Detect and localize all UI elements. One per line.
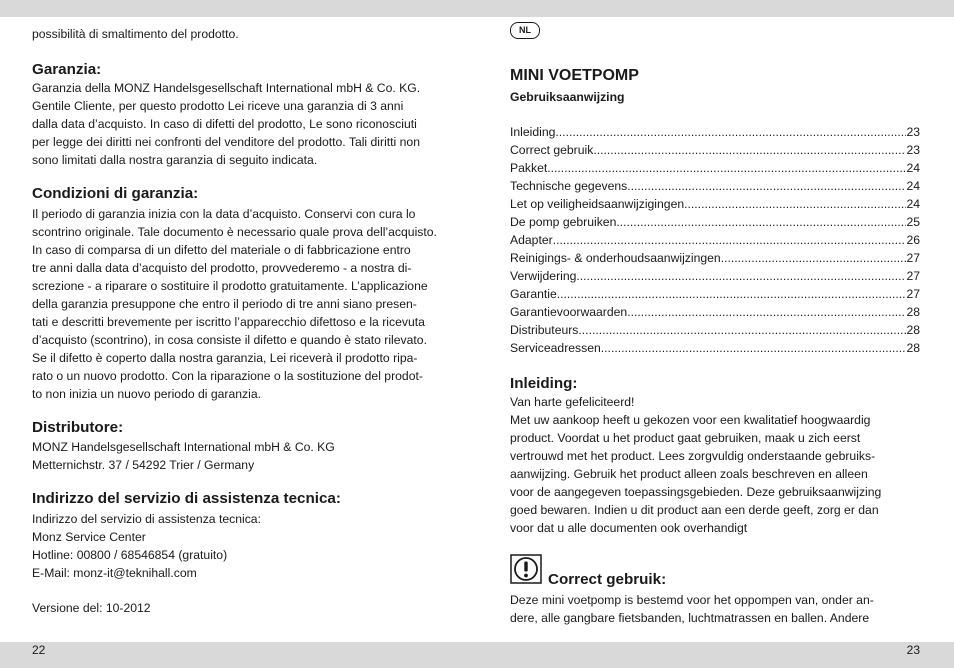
toc-leader (578, 321, 906, 339)
text-line: per legge dei diritti nei confronti del venditore del prodotto. Tali diritti non (32, 135, 420, 149)
toc-leader (616, 213, 906, 231)
text-line: In caso di comparsa di un difetto del materiale o di fabbricazione entro (32, 243, 411, 257)
toc-leader (593, 141, 906, 159)
text-line: Gentile Cliente, per questo prodotto Lei riceve una garanzia di 3 anni (32, 99, 404, 113)
text-line: Indirizzo del servizio di assistenza tecnica: (32, 512, 261, 526)
bottom-band (0, 642, 954, 668)
toc-page: 25 (906, 215, 920, 229)
text-line: aanwijzing. Gebruik het product alleen zoals beschreven en alleen (510, 467, 868, 481)
toc-label: Technische gegevens (510, 179, 628, 193)
text-line: scontrino originale. Tale documento è necessario quale prova dell’acquisto. (32, 225, 437, 239)
toc-label: Pakket (510, 161, 548, 175)
toc-label: Distributeurs (510, 323, 579, 337)
toc-page: 26 (906, 233, 920, 247)
text-line: product. Voordat u het product gaat gebruiken, maak u zich eerst (510, 431, 861, 445)
toc-label: Reinigings- & onderhoudsaanwijzingen (510, 251, 721, 265)
toc-label: Let op veiligheidsaanwijzigingen (510, 197, 685, 211)
text-line: rato o un nuovo prodotto. Con la riparazione o la sostituzione del prodot- (32, 369, 423, 383)
page-number-right: 23 (906, 643, 920, 657)
toc-page: 27 (906, 287, 920, 301)
condizioni-body (32, 205, 437, 403)
text-line: sono limitati dalla nostra garanzia di seguito indicata. (32, 153, 318, 167)
toc-label: Verwijdering (510, 269, 577, 283)
intro-line: possibilità di smaltimento del prodotto. (32, 27, 239, 41)
toc-label: Serviceadressen (510, 341, 601, 355)
text-line: voor de aangegeven toepassingsgebieden. Deze gebruiksaanwijzing (510, 485, 882, 499)
text-line: Garanzia della MONZ Handelsgesellschaft International mbH & Co. KG. (32, 81, 421, 95)
toc-entry[interactable] (510, 267, 920, 285)
text-line: Il periodo di garanzia inizia con la data d’acquisto. Conservi con cura lo (32, 207, 416, 221)
toc-label: Inleiding (510, 125, 556, 139)
text-line: goed bewaren. Indien u dit product aan een derde geeft, zorg er dan (510, 503, 879, 517)
text-line: dere, alle gangbare fietsbanden, luchtmatrassen en ballen. Andere (510, 611, 870, 625)
text-line: Se il difetto è coperto dalla nostra garanzia, Lei riceverà il prodotto ripa- (32, 351, 418, 365)
toc-entry[interactable] (510, 177, 920, 195)
toc-label: De pomp gebruiken (510, 215, 617, 229)
text-line: MONZ Handelsgesellschaft International mbH & Co. KG (32, 440, 335, 454)
toc-page: 28 (906, 341, 920, 355)
condizioni-heading: Condizioni di garanzia: (32, 185, 199, 202)
toc-page: 23 (906, 143, 920, 157)
text-line: Deze mini voetpomp is bestemd voor het oppompen van, onder an- (510, 593, 874, 607)
table-of-contents (510, 123, 920, 357)
correct-gebruik-heading: Correct gebruik: (548, 571, 667, 588)
toc-page: 24 (906, 197, 920, 211)
document-subtitle: Gebruiksaanwijzing (510, 90, 625, 104)
text-line: Metternichstr. 37 / 54292 Trier / Germany (32, 458, 255, 472)
text-line: Met uw aankoop heeft u gekozen voor een kwalitatief hoogwaardig (510, 413, 871, 427)
toc-leader (627, 303, 906, 321)
toc-entry[interactable] (510, 123, 920, 141)
servizio-body (32, 510, 261, 582)
language-badge: NL (510, 22, 540, 39)
toc-entry[interactable] (510, 159, 920, 177)
text-line: della garanzia presuppone che entro il periodo di tre anni siano presen- (32, 297, 417, 311)
toc-label: Garantie (510, 287, 557, 301)
distributore-heading: Distributore: (32, 419, 124, 436)
toc-page: 24 (906, 179, 920, 193)
top-band (0, 0, 954, 17)
toc-entry[interactable] (510, 213, 920, 231)
toc-leader (576, 267, 906, 285)
inleiding-body (510, 393, 881, 537)
garanzia-heading: Garanzia: (32, 61, 102, 78)
toc-entry[interactable] (510, 285, 920, 303)
text-line: Hotline: 00800 / 68546854 (gratuito) (32, 548, 228, 562)
toc-entry[interactable] (510, 303, 920, 321)
toc-leader (627, 177, 906, 195)
toc-entry[interactable] (510, 321, 920, 339)
toc-leader (555, 123, 906, 141)
toc-page: 28 (906, 305, 920, 319)
toc-page: 27 (906, 251, 920, 265)
text-line: d’acquisto (scontrino), in cosa consiste il difetto e quando è stato rilevato. (32, 333, 427, 347)
text-line: E-Mail: monz-it@teknihall.com (32, 566, 197, 580)
garanzia-body (32, 79, 420, 169)
toc-page: 27 (906, 269, 920, 283)
toc-label: Correct gebruik (510, 143, 594, 157)
document-title: MINI VOETPOMP (510, 67, 639, 84)
correct-gebruik-body (510, 591, 874, 627)
toc-label: Adapter (510, 233, 553, 247)
distributore-body (32, 438, 335, 474)
text-line: dalla data d’acquisto. In caso di difetti del prodotto, Le sono riconosciuti (32, 117, 417, 131)
text-line: voor dat u alle documenten ook overhandigt (510, 521, 748, 535)
toc-label: Garantievoorwaarden (510, 305, 628, 319)
text-line: screzione - a riparare o sostituire il prodotto gratuitamente. L’applicazione (32, 279, 428, 293)
warning-icon (510, 554, 542, 584)
toc-entry[interactable] (510, 231, 920, 249)
toc-page: 24 (906, 161, 920, 175)
text-line: tre anni dalla data d’acquisto del prodotto, provvederemo - a nostra di- (32, 261, 412, 275)
toc-entry[interactable] (510, 339, 920, 357)
inleiding-heading: Inleiding: (510, 375, 578, 392)
toc-leader (721, 249, 907, 267)
text-line: vertrouwd met het product. Lees zorgvuldig onderstaande gebruiks- (510, 449, 876, 463)
servizio-heading: Indirizzo del servizio di assistenza tecnica: (32, 490, 341, 507)
toc-leader (684, 195, 906, 213)
toc-leader (557, 285, 907, 303)
text-line: Van harte gefeliciteerd! (510, 395, 635, 409)
toc-page: 28 (906, 323, 920, 337)
text-line: to non inizia un nuovo periodo di garanzia. (32, 387, 262, 401)
toc-page: 23 (906, 125, 920, 139)
page-number-left: 22 (32, 643, 46, 657)
toc-entry[interactable] (510, 195, 920, 213)
text-line: tati e descritti brevemente per iscritto l’apparecchio difettoso e la ricevuta (32, 315, 425, 329)
toc-leader (601, 339, 907, 357)
toc-entry[interactable] (510, 141, 920, 159)
toc-entry[interactable] (510, 249, 920, 267)
toc-leader (553, 231, 907, 249)
toc-leader (547, 159, 906, 177)
versione: Versione del: 10-2012 (32, 601, 151, 615)
text-line: Monz Service Center (32, 530, 146, 544)
